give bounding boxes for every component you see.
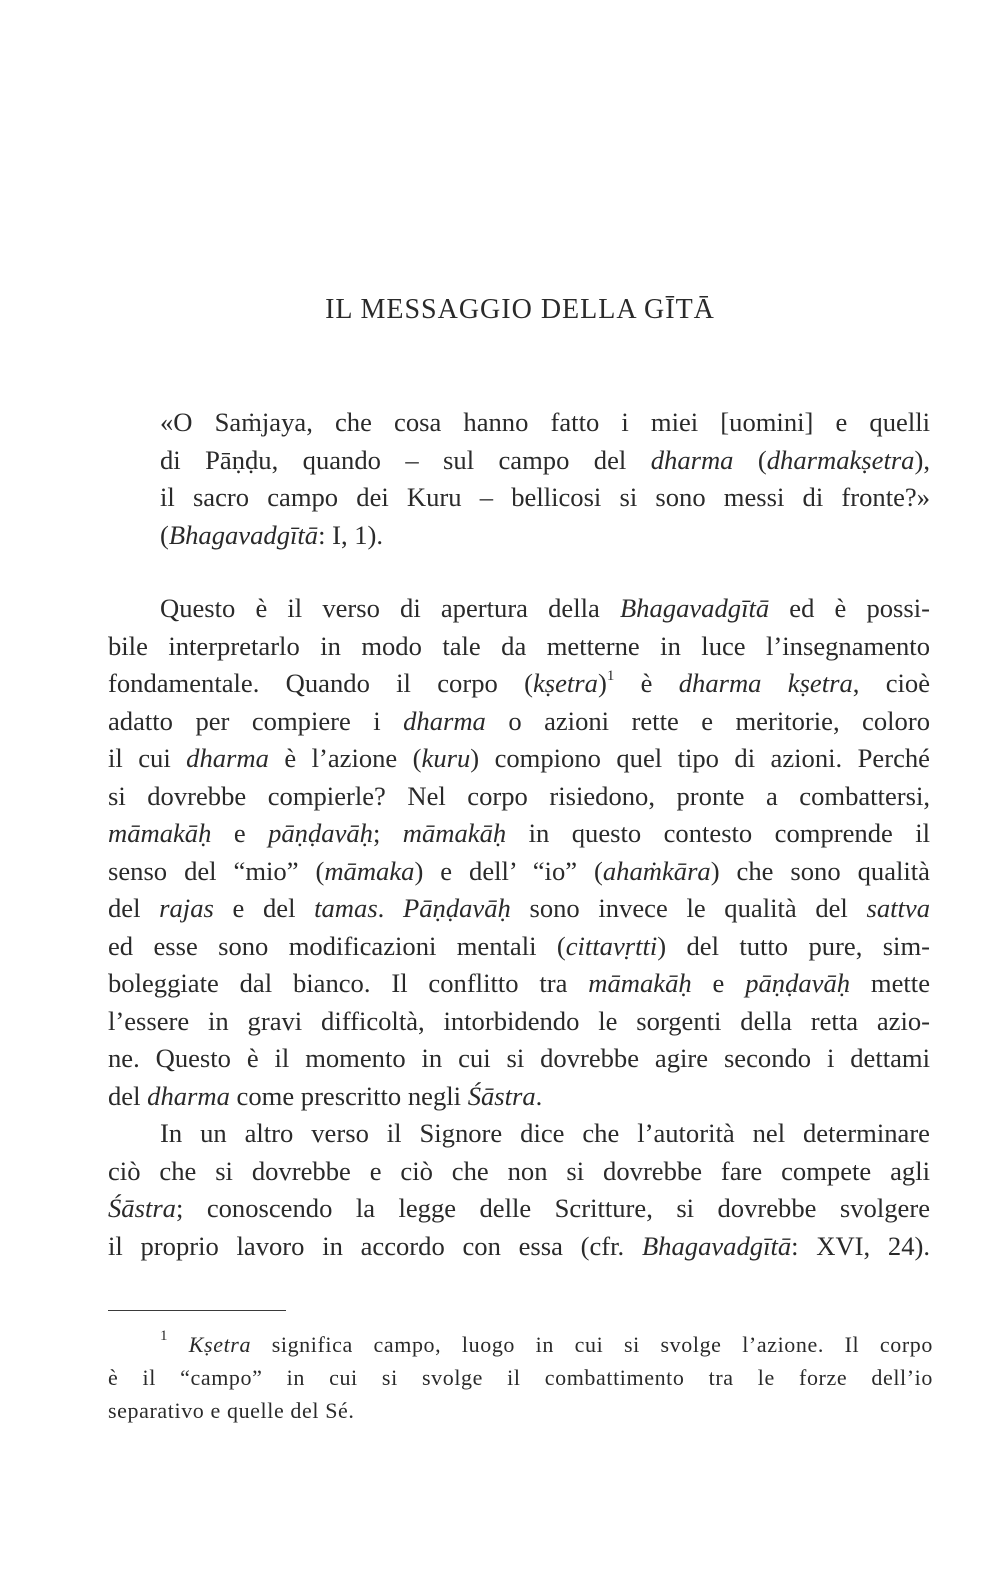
text-line: Śāstra; conoscendo la legge delle Scritture, si dovrebbe svolgere [108,1193,930,1223]
footnote-ref: 1 [606,668,615,684]
text-line: l’essere in gravi difficoltà, intorbidendo le sorgenti della retta azio- [108,1005,930,1036]
text-line: bile interpretarlo in modo tale da metterne in luce l’insegnamento [108,630,930,661]
footnote-line: $^1$ Kṣetra significa campo, luogo in cui si svolge l’azione. Il corpo [160,1328,933,1357]
text-line: ed esse sono modificazioni mentali (cittavṛtti) del tutto pure, sim- [108,930,930,961]
footnote-divider [108,1310,286,1311]
text-line: il proprio lavoro in accordo con essa (cfr. Bhagavadgītā: XVI, 24). [108,1230,930,1261]
paragraph-2 [108,1115,930,1265]
text-line: senso del “mio” (māmaka) e dell’ “io” (ahaṁkāra) che sono qualità [108,855,930,886]
epigraph-line: di Pāṇḍu, quando – sul campo del dharma (dharmakṣetra), [160,444,930,475]
text-line: si dovrebbe compierle? Nel corpo risiedono, pronte a combattersi, [108,780,930,811]
text-line: In un altro verso il Signore dice che l’autorità nel determinare [160,1118,930,1148]
footnote [108,1328,933,1427]
main-text [108,590,930,1265]
epigraph-line: il sacro campo dei Kuru – bellicosi si sono messi di fronte?» [160,482,930,512]
text-line: il cui dharma è l’azione (kuru) compiono quel tipo di azioni. Perché [108,743,930,773]
text-line: Questo è il verso di apertura della Bhagavadgītā ed è possi- [160,593,930,623]
text-line: boleggiate dal bianco. Il conflitto tra māmakāḥ e pāṇḍavāḥ mette [108,968,930,998]
text-line: ciò che si dovrebbe e ciò che non si dovrebbe fare compete agli [108,1155,930,1186]
text-line: adatto per compiere i dharma o azioni rette e meritorie, coloro [108,705,930,736]
text-line: del dharma come prescritto negli Śāstra. [108,1080,543,1111]
text-line: ne. Questo è il momento in cui si dovrebbe agire secondo i dettami [108,1043,930,1073]
text-line: māmakāḥ e pāṇḍavāḥ; māmakāḥ in questo contesto comprende il [108,818,931,848]
chapter-title: IL MESSAGGIO DELLA GĪTĀ [325,294,715,325]
paragraph-1 [108,590,930,1115]
text-line: fondamentale. Quando il corpo (kṣetra)$^1$ è dharma kṣetra, cioè [108,668,931,698]
epigraph-quote [160,404,930,554]
text-line: del rajas e del tamas. Pāṇḍavāḥ sono invece le qualità del sattva [108,893,930,923]
footnote-marker: 1 [160,1328,169,1344]
epigraph-citation: (Bhagavadgītā: I, 1). [160,519,384,550]
footnote-line: separativo e quelle del Sé. [108,1398,355,1423]
footnote-line: è il “campo” in cui si svolge il combattimento tra le forze dell’io [108,1365,933,1390]
epigraph-line: «O Saṁjaya, che cosa hanno fatto i miei [uomini] e quelli [160,407,930,437]
